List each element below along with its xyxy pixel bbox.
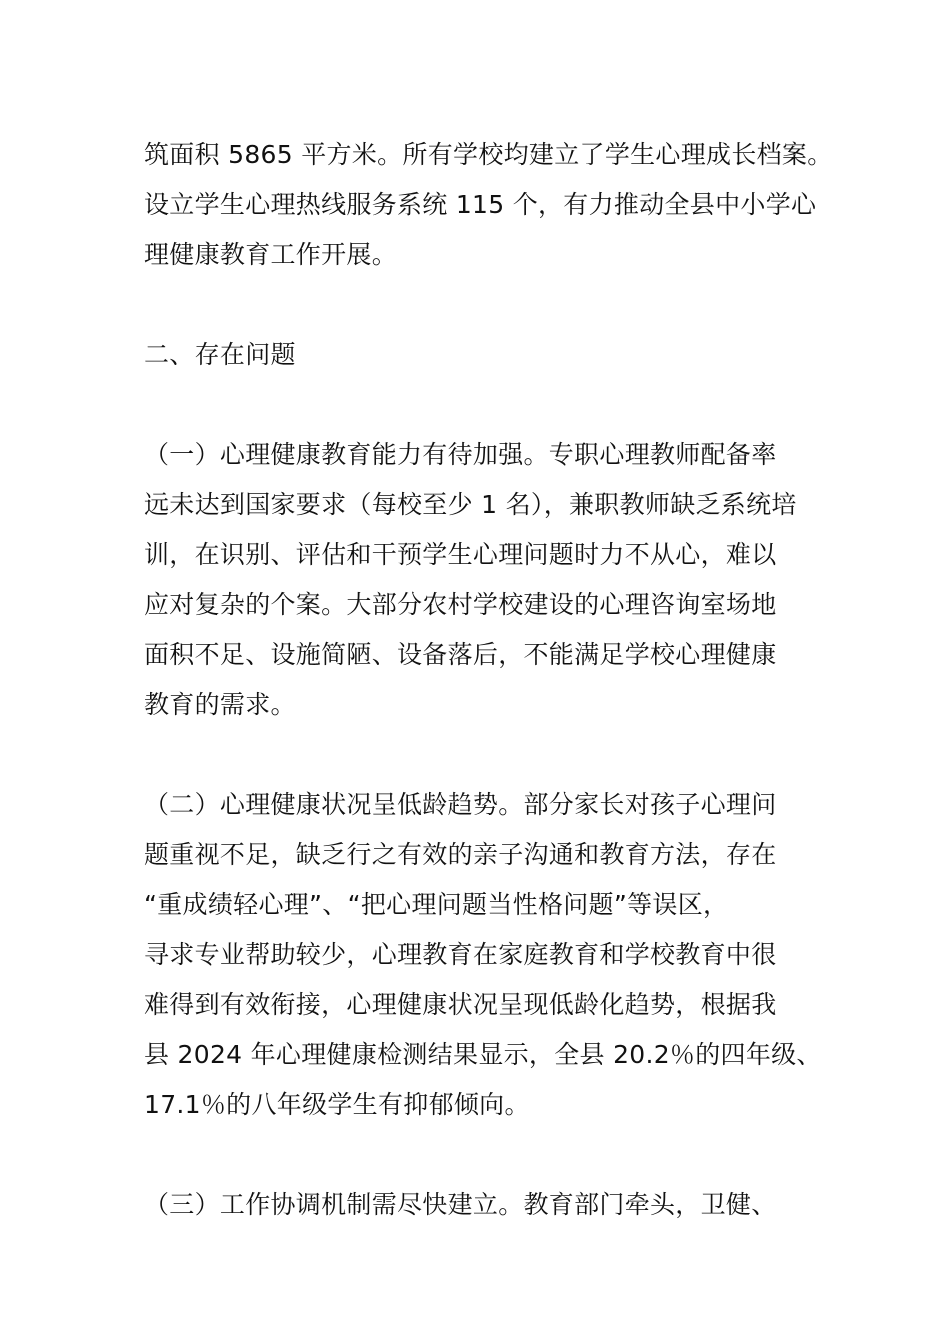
heading-text: 二、存在问题 xyxy=(144,340,296,369)
text-line: 17.1％的八年级学生有抑郁倾向。 xyxy=(144,1090,530,1119)
text-line: （二）心理健康状况呈低龄趋势。部分家长对孩子心理问 xyxy=(144,790,777,819)
document-body xyxy=(144,130,834,1230)
text-line: 难得到有效衔接，心理健康状况呈现低龄化趋势，根据我 xyxy=(144,990,777,1019)
paragraph-issue-1 xyxy=(144,430,834,730)
text-line: 理健康教育工作开展。 xyxy=(144,240,398,269)
text-line: 筑面积 5865 平方米。所有学校均建立了学生心理成长档案。 xyxy=(144,140,833,169)
text-line: 教育的需求。 xyxy=(144,690,296,719)
text-line: 县 2024 年心理健康检测结果显示，全县 20.2％的四年级、 xyxy=(144,1040,822,1069)
paragraph-issue-3 xyxy=(144,1180,834,1230)
text-line: 训，在识别、评估和干预学生心理问题时力不从心，难以 xyxy=(144,540,777,569)
text-line: 面积不足、设施简陋、设备落后，不能满足学校心理健康 xyxy=(144,640,777,669)
text-line: 题重视不足，缺乏行之有效的亲子沟通和教育方法，存在 xyxy=(144,840,777,869)
text-line: “重成绩轻心理”、“把心理问题当性格问题”等误区， xyxy=(144,890,729,919)
paragraph-gap xyxy=(144,730,834,780)
paragraph-gap xyxy=(144,280,834,330)
section-heading xyxy=(144,330,834,380)
text-line: 设立学生心理热线服务系统 115 个，有力推动全县中小学心 xyxy=(144,190,817,219)
paragraph-gap xyxy=(144,380,834,430)
text-line: （三）工作协调机制需尽快建立。教育部门牵头，卫健、 xyxy=(144,1190,777,1219)
paragraph-issue-2 xyxy=(144,780,834,1130)
text-line: 应对复杂的个案。大部分农村学校建设的心理咨询室场地 xyxy=(144,590,777,619)
text-line: （一）心理健康教育能力有待加强。专职心理教师配备率 xyxy=(144,440,777,469)
paragraph-continuation xyxy=(144,130,834,280)
paragraph-gap xyxy=(144,1130,834,1180)
text-line: 寻求专业帮助较少，心理教育在家庭教育和学校教育中很 xyxy=(144,940,777,969)
text-line: 远未达到国家要求（每校至少 1 名），兼职教师缺乏系统培 xyxy=(144,490,797,519)
